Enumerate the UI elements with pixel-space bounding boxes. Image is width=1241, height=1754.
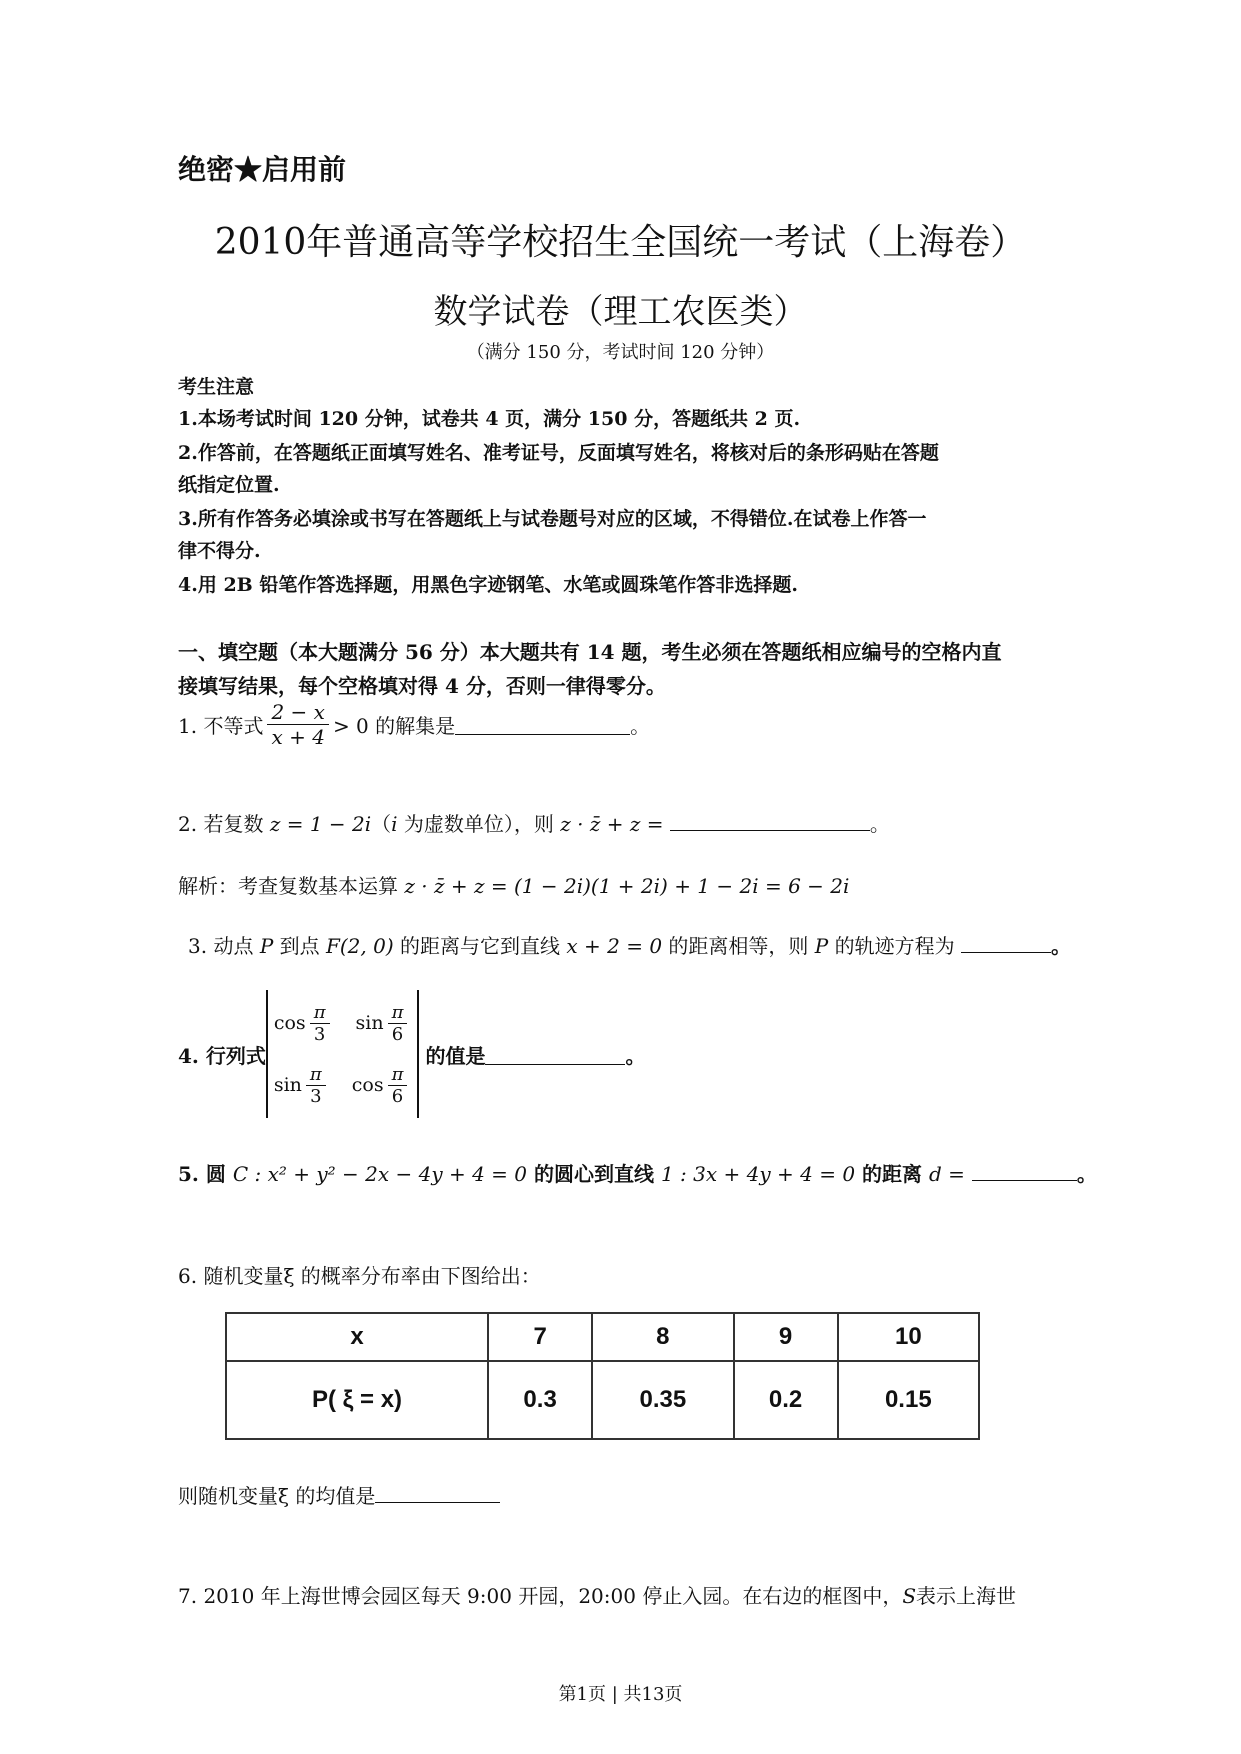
probability-table xyxy=(225,1312,980,1440)
fraction-numerator: 2 − x xyxy=(267,700,328,725)
question-2-end: 。 xyxy=(869,812,890,836)
fraction xyxy=(267,700,328,749)
question-2 xyxy=(178,808,890,837)
table-cell: P( ξ = x) xyxy=(226,1361,488,1439)
answer-blank xyxy=(972,1160,1077,1181)
answer-blank xyxy=(375,1482,500,1503)
notice-line: 4.用 2B 铅笔作答选择题，用黑色字迹钢笔、水笔或圆珠笔作答非选择题. xyxy=(178,574,798,596)
table-cell: x xyxy=(226,1313,488,1361)
question-7 xyxy=(178,1580,1016,1609)
answer-blank xyxy=(485,1044,625,1065)
table-cell: 0.3 xyxy=(488,1361,592,1439)
table-row xyxy=(226,1361,979,1439)
fraction-numerator: π xyxy=(310,1002,330,1024)
exam-title: 2010年普通高等学校招生全国统一考试（上海卷） xyxy=(214,222,1027,263)
determinant-cell xyxy=(274,1064,330,1107)
determinant xyxy=(266,990,420,1118)
page-footer: 第1页 | 共13页 xyxy=(558,1684,683,1705)
fraction xyxy=(388,1064,408,1107)
imaginary-unit: i xyxy=(391,812,398,836)
question-6-followup xyxy=(178,1480,500,1509)
question-5-text: 的圆心到直线 xyxy=(534,1162,654,1186)
analysis-label: 解析：考查复数基本运算 xyxy=(178,874,398,898)
distance-d: d = xyxy=(928,1162,965,1186)
notice-line: 3.所有作答务必填涂或书写在答题纸上与试卷题号对应的区域，不得错位.在试卷上作答一 xyxy=(178,508,927,530)
complex-product-expr: z · z̄ + z = xyxy=(560,812,664,836)
trig-function: cos xyxy=(351,1074,384,1096)
notice-line: 2.作答前，在答题纸正面填写姓名、准考证号，反面填写姓名，将核对后的条形码贴在答题 xyxy=(178,442,939,464)
question-1-prefix: 1. 不等式 xyxy=(178,714,264,738)
table-cell: 10 xyxy=(838,1313,979,1361)
fraction-numerator: π xyxy=(388,1002,408,1024)
variable-s: S xyxy=(902,1584,917,1608)
point-p: P xyxy=(259,934,274,958)
trig-function: sin xyxy=(355,1012,384,1034)
question-3-text: 的轨迹方程为 xyxy=(834,934,955,958)
question-4-suffix: 的值是 xyxy=(425,1043,486,1068)
fraction-denominator: 3 xyxy=(313,1023,326,1045)
fraction-denominator: 6 xyxy=(391,1023,404,1045)
section-heading: 一、填空题（本大题满分 56 分）本大题共有 14 题，考生必须在答题纸相应编号的空格内直 xyxy=(178,640,1002,664)
question-3 xyxy=(188,930,1071,959)
determinant-cell xyxy=(274,1002,334,1045)
question-4-end: 。 xyxy=(625,1043,646,1068)
notice-line: 律不得分. xyxy=(178,540,261,562)
fraction-denominator: 3 xyxy=(310,1085,322,1107)
notice-heading: 考生注意 xyxy=(178,376,255,398)
fraction xyxy=(310,1002,330,1045)
determinant-cell xyxy=(352,1064,412,1107)
determinant-row xyxy=(274,1054,412,1116)
question-2-paren: （ xyxy=(371,812,392,836)
answer-blank xyxy=(961,932,1051,953)
circle-equation: C : x² + y² − 2x − 4y + 4 = 0 xyxy=(232,1162,528,1186)
answer-blank xyxy=(670,810,870,831)
question-3-text: 的距离相等，则 xyxy=(668,934,809,958)
analysis xyxy=(178,870,849,899)
exam-subtitle: 数学试卷（理工农医类） xyxy=(433,292,808,332)
analysis-expr: z · z̄ + z = (1 − 2i)(1 + 2i) + 1 − 2i = 6 − 2i xyxy=(404,874,850,898)
trig-function: cos xyxy=(273,1012,306,1034)
table-cell: 7 xyxy=(488,1313,592,1361)
fraction-numerator: π xyxy=(388,1064,408,1086)
question-1 xyxy=(178,700,650,749)
table-cell: 9 xyxy=(734,1313,838,1361)
point-f: F(2, 0) xyxy=(326,934,394,958)
notice-line: 1.本场考试时间 120 分钟，试卷共 4 页，满分 150 分，答题纸共 2 页. xyxy=(178,408,801,430)
question-5-end: 。 xyxy=(1076,1162,1097,1186)
table-cell: 0.2 xyxy=(734,1361,838,1439)
question-4-prefix: 4. 行列式 xyxy=(178,1043,266,1068)
table-cell: 8 xyxy=(592,1313,733,1361)
question-3-end: 。 xyxy=(1050,934,1071,958)
table-cell: 0.35 xyxy=(592,1361,733,1439)
question-1-relation: > 0 的解集是 xyxy=(332,714,456,738)
fraction-denominator: x + 4 xyxy=(271,725,325,749)
fraction-denominator: 6 xyxy=(391,1085,404,1107)
question-5-prefix: 5. 圆 xyxy=(178,1162,226,1186)
answer-blank xyxy=(455,714,630,735)
question-3-text: 的距离与它到直线 xyxy=(400,934,561,958)
question-4 xyxy=(178,990,645,1118)
question-3-prefix: 3. 动点 xyxy=(188,934,254,958)
complex-number-expr: z = 1 − 2i xyxy=(269,812,372,836)
question-7-text: 7. 2010 年上海世博会园区每天 9:00 开园，20:00 停止入园。在右边的框图中， xyxy=(178,1584,903,1608)
table-cell: 0.15 xyxy=(838,1361,979,1439)
determinant-row xyxy=(274,992,412,1054)
confidential-label: 绝密★启用前 xyxy=(178,153,347,186)
fraction-numerator: π xyxy=(306,1064,326,1086)
question-6: 6. 随机变量ξ 的概率分布率由下图给出： xyxy=(178,1264,541,1288)
question-5-text: 的距离 xyxy=(862,1162,923,1186)
fraction xyxy=(388,1002,408,1045)
determinant-cell xyxy=(356,1002,412,1045)
line-equation: x + 2 = 0 xyxy=(566,934,663,958)
point-p: P xyxy=(814,934,829,958)
question-7-rest: 表示上海世 xyxy=(916,1584,1017,1608)
question-2-text: 为虚数单位），则 xyxy=(397,812,554,836)
trig-function: sin xyxy=(273,1074,302,1096)
section-heading: 接填写结果，每个空格填对得 4 分，否则一律得零分。 xyxy=(178,674,666,698)
table-row xyxy=(226,1313,979,1361)
question-6-after: 则随机变量ξ 的均值是 xyxy=(178,1484,376,1508)
notice-line: 纸指定位置. xyxy=(178,474,280,496)
question-5 xyxy=(178,1158,1097,1187)
question-3-text: 到点 xyxy=(279,934,320,958)
question-1-end: 。 xyxy=(630,714,651,738)
line-equation: 1 : 3x + 4y + 4 = 0 xyxy=(660,1162,856,1186)
question-2-prefix: 2. 若复数 xyxy=(178,812,264,836)
fraction xyxy=(306,1064,326,1107)
exam-score-time-note: （满分 150 分，考试时间 120 分钟） xyxy=(466,342,775,363)
